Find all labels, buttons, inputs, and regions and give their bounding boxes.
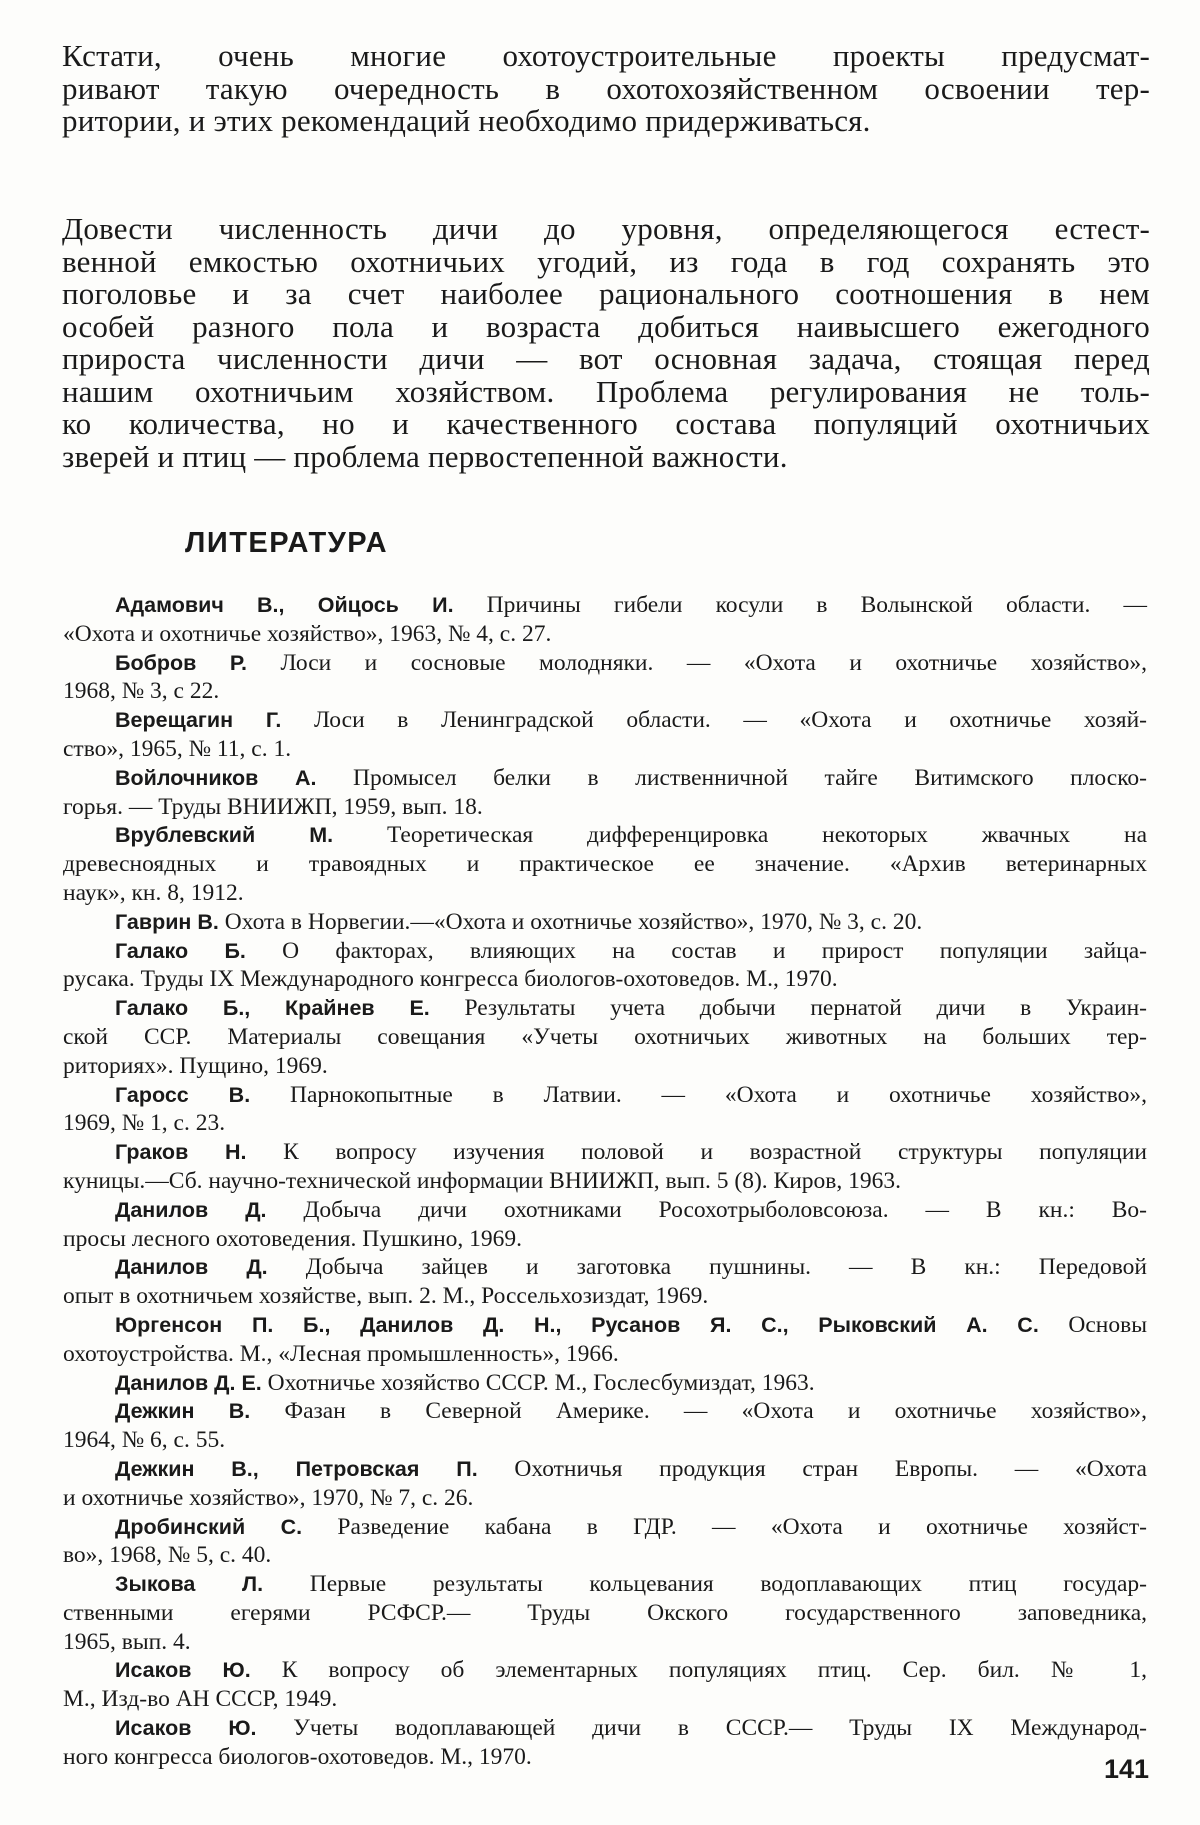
reference-line: ство», 1965, № 11, с. 1. bbox=[63, 735, 1147, 764]
reference-text: Разведение кабана в ГДР. — «Охота и охотничье хозяйст- bbox=[302, 1514, 1147, 1540]
reference-author: Данилов Д. bbox=[115, 1198, 267, 1222]
reference-line: горья. — Труды ВНИИЖП, 1959, вып. 18. bbox=[63, 793, 1147, 822]
reference-line bbox=[115, 649, 1147, 678]
reference-text: О факторах, влияющих на состав и прирост популяции зайца- bbox=[246, 938, 1147, 964]
book-page bbox=[0, 0, 1200, 1825]
reference-entry bbox=[115, 1311, 1147, 1369]
reference-author: Бобров Р. bbox=[115, 651, 247, 675]
reference-line: 1969, № 1, с. 23. bbox=[63, 1109, 1147, 1138]
reference-line: во», 1968, № 5, с. 40. bbox=[63, 1541, 1147, 1570]
paragraph-1 bbox=[62, 40, 1150, 138]
reference-line bbox=[115, 591, 1147, 620]
reference-text: Теоретическая дифференцировка некоторых жвачных на bbox=[333, 822, 1147, 848]
reference-author: Войлочников А. bbox=[115, 766, 317, 790]
reference-author: Верещагин Г. bbox=[115, 708, 281, 732]
reference-line bbox=[115, 1196, 1147, 1225]
reference-text: Добыча дичи охотниками Росохотрыболовсоюза. — В кн.: Во- bbox=[267, 1197, 1148, 1223]
reference-line: ской ССР. Материалы совещания «Учеты охотничьих животных на больших тер- bbox=[63, 1023, 1147, 1052]
reference-entry bbox=[115, 821, 1147, 907]
reference-text: Парнокопытные в Латвии. — «Охота и охотничье хозяйство», bbox=[250, 1082, 1147, 1108]
reference-line bbox=[115, 1570, 1147, 1599]
reference-text: К вопросу изучения половой и возрастной структуры популяции bbox=[246, 1139, 1147, 1165]
text-line: венной емкостью охотничьих угодий, из года в год сохранять это bbox=[62, 246, 1150, 279]
reference-line: ного конгресса биологов-охотоведов. М., 1970. bbox=[63, 1743, 1147, 1772]
reference-line bbox=[115, 1311, 1147, 1340]
reference-text: К вопросу об элементарных популяциях птиц. Сер. бил. № 1, bbox=[251, 1657, 1147, 1683]
text-line: особей разного пола и возраста добиться наивысшего ежегодного bbox=[62, 311, 1150, 344]
reference-author: Данилов Д. Е. bbox=[115, 1371, 262, 1395]
reference-author: Галако Б., Крайнев Е. bbox=[115, 996, 430, 1020]
reference-entry bbox=[115, 706, 1147, 764]
reference-line bbox=[115, 821, 1147, 850]
reference-line bbox=[115, 1397, 1147, 1426]
reference-line bbox=[115, 764, 1147, 793]
reference-list bbox=[115, 591, 1147, 1772]
page-number: 141 bbox=[1104, 1754, 1149, 1785]
reference-line bbox=[115, 1253, 1147, 1282]
reference-text: Основы bbox=[1039, 1312, 1147, 1338]
reference-entry bbox=[115, 1196, 1147, 1254]
reference-entry bbox=[115, 1081, 1147, 1139]
paragraph-2 bbox=[62, 213, 1150, 473]
text-line: зверей и птиц — проблема первостепенной важности. bbox=[62, 441, 1150, 474]
reference-text: Причины гибели косули в Волынской области. — bbox=[454, 592, 1147, 618]
reference-line: наук», кн. 8, 1912. bbox=[63, 879, 1147, 908]
reference-author: Дробинский С. bbox=[115, 1515, 302, 1539]
reference-line bbox=[115, 706, 1147, 735]
reference-author: Зыкова Л. bbox=[115, 1572, 263, 1596]
reference-entry bbox=[115, 591, 1147, 649]
reference-entry bbox=[115, 937, 1147, 995]
reference-entry bbox=[115, 908, 1147, 937]
reference-line: 1968, № 3, с 22. bbox=[63, 677, 1147, 706]
reference-line: куницы.—Сб. научно-технической информации ВНИИЖП, вып. 5 (8). Киров, 1963. bbox=[63, 1167, 1147, 1196]
text-line: ко количества, но и качественного состава популяций охотничьих bbox=[62, 408, 1150, 441]
reference-text: Лоси в Ленинградской области. — «Охота и охотничье хозяй- bbox=[281, 707, 1147, 733]
reference-entry bbox=[115, 1138, 1147, 1196]
reference-entry bbox=[115, 994, 1147, 1080]
text-line: прироста численности дичи — вот основная задача, стоящая перед bbox=[62, 343, 1150, 376]
reference-line bbox=[115, 994, 1147, 1023]
reference-text: Добыча зайцев и заготовка пушнины. — В кн.: Передовой bbox=[268, 1254, 1147, 1280]
reference-text: Первые результаты кольцевания водоплавающих птиц государ- bbox=[263, 1571, 1147, 1597]
reference-line: риториях». Пущино, 1969. bbox=[63, 1052, 1147, 1081]
reference-entry bbox=[115, 649, 1147, 707]
reference-author: Врублевский М. bbox=[115, 823, 333, 847]
reference-entry bbox=[115, 1253, 1147, 1311]
reference-line: М., Изд-во АН СССР, 1949. bbox=[63, 1685, 1147, 1714]
reference-author: Адамович В., Ойцось И. bbox=[115, 593, 454, 617]
reference-line bbox=[115, 1081, 1147, 1110]
reference-entry bbox=[115, 1397, 1147, 1455]
reference-line: 1964, № 6, с. 55. bbox=[63, 1426, 1147, 1455]
reference-author: Исаков Ю. bbox=[115, 1658, 251, 1682]
reference-text: Лоси и сосновые молодняки. — «Охота и охотничье хозяйство», bbox=[247, 650, 1147, 676]
reference-author: Юргенсон П. Б., Данилов Д. Н., Русанов Я. С., Рыковский А. С. bbox=[115, 1313, 1039, 1337]
reference-entry bbox=[115, 1656, 1147, 1714]
reference-author: Граков Н. bbox=[115, 1140, 246, 1164]
reference-line bbox=[115, 1714, 1147, 1743]
section-heading-literature: ЛИТЕРАТУРА bbox=[185, 527, 388, 560]
text-line: нашим охотничьим хозяйством. Проблема регулирования не толь- bbox=[62, 376, 1150, 409]
reference-entry bbox=[115, 1570, 1147, 1656]
reference-line: 1965, вып. 4. bbox=[63, 1628, 1147, 1657]
reference-text: Охота в Норвегии.—«Охота и охотничье хозяйство», 1970, № 3, с. 20. bbox=[219, 909, 922, 935]
reference-text: Фазан в Северной Америке. — «Охота и охотничье хозяйство», bbox=[250, 1398, 1147, 1424]
reference-text: Результаты учета добычи пернатой дичи в Украин- bbox=[430, 995, 1147, 1021]
reference-line bbox=[115, 1656, 1147, 1685]
reference-author: Гаврин В. bbox=[115, 910, 219, 934]
text-line: ривают такую очередность в охотохозяйственном освоении тер- bbox=[62, 73, 1150, 106]
reference-line: «Охота и охотничье хозяйство», 1963, № 4, с. 27. bbox=[63, 620, 1147, 649]
text-line: поголовье и за счет наиболее рационального соотношения в нем bbox=[62, 278, 1150, 311]
reference-line bbox=[115, 1369, 1147, 1398]
reference-author: Исаков Ю. bbox=[115, 1716, 257, 1740]
reference-text: Охотничья продукция стран Европы. — «Охота bbox=[478, 1456, 1147, 1482]
reference-line bbox=[115, 1455, 1147, 1484]
reference-line bbox=[115, 1138, 1147, 1167]
text-line: ритории, и этих рекомендаций необходимо придерживаться. bbox=[62, 105, 1150, 138]
reference-entry bbox=[115, 1714, 1147, 1772]
reference-text: Учеты водоплавающей дичи в СССР.— Труды IX Международ- bbox=[257, 1715, 1148, 1741]
reference-text: Охотничье хозяйство СССР. М., Гослесбумиздат, 1963. bbox=[262, 1370, 815, 1396]
reference-line: древесноядных и травоядных и практическое ее значение. «Архив ветеринарных bbox=[63, 850, 1147, 879]
reference-line: просы лесного охотоведения. Пушкино, 1969. bbox=[63, 1225, 1147, 1254]
reference-author: Галако Б. bbox=[115, 939, 246, 963]
reference-entry bbox=[115, 1369, 1147, 1398]
reference-line bbox=[115, 1513, 1147, 1542]
reference-author: Гаросс В. bbox=[115, 1083, 250, 1107]
reference-entry bbox=[115, 764, 1147, 822]
reference-author: Дежкин В., Петровская П. bbox=[115, 1457, 478, 1481]
reference-text: Промысел белки в лиственничной тайге Витимского плоско- bbox=[317, 765, 1147, 791]
reference-author: Дежкин В. bbox=[115, 1399, 250, 1423]
text-line: Кстати, очень многие охотоустроительные проекты предусмат- bbox=[62, 40, 1150, 73]
reference-author: Данилов Д. bbox=[115, 1255, 268, 1279]
reference-line: и охотничье хозяйство», 1970, № 7, с. 26. bbox=[63, 1484, 1147, 1513]
reference-entry bbox=[115, 1513, 1147, 1571]
reference-line bbox=[115, 937, 1147, 966]
text-line: Довести численность дичи до уровня, определяющегося естест- bbox=[62, 213, 1150, 246]
reference-line: опыт в охотничьем хозяйстве, вып. 2. М., Россельхозиздат, 1969. bbox=[63, 1282, 1147, 1311]
reference-line: ственными егерями РСФСР.— Труды Окского государственного заповедника, bbox=[63, 1599, 1147, 1628]
reference-line bbox=[115, 908, 1147, 937]
reference-entry bbox=[115, 1455, 1147, 1513]
reference-line: русака. Труды IX Международного конгресса биологов-охотоведов. М., 1970. bbox=[63, 965, 1147, 994]
reference-line: охотоустройства. М., «Лесная промышленность», 1966. bbox=[63, 1340, 1147, 1369]
